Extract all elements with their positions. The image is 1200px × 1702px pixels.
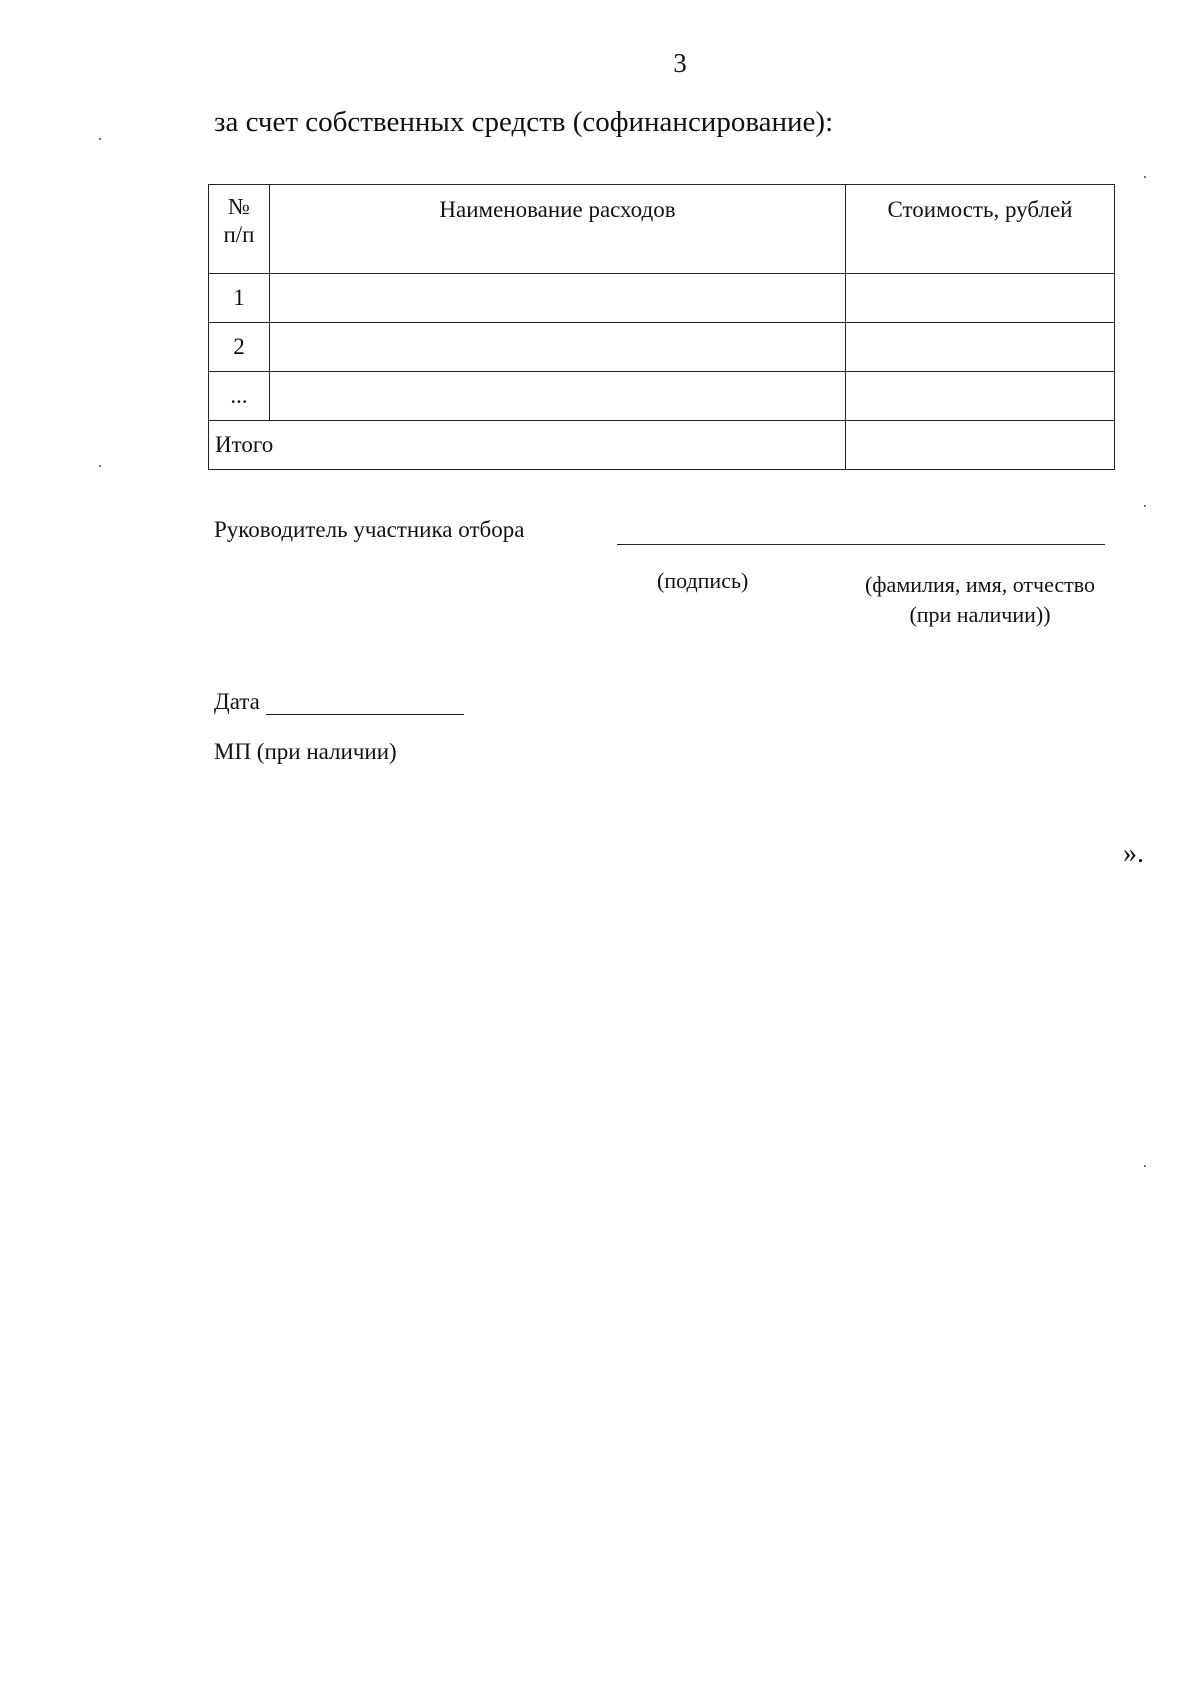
scan-speck <box>1144 1165 1146 1167</box>
header-cost: Стоимость, рублей <box>846 185 1115 274</box>
row-name <box>270 323 846 372</box>
scan-speck <box>99 465 101 467</box>
section-heading: за счет собственных средств (софинансирование): <box>214 106 834 138</box>
table-row <box>209 323 1115 372</box>
signer-label: Руководитель участника отбора <box>214 517 525 542</box>
stamp-label: МП (при наличии) <box>214 739 397 764</box>
closing-quote: ». <box>1123 838 1144 869</box>
row-name <box>270 274 846 323</box>
page-number: 3 <box>673 48 687 78</box>
total-label: Итого <box>209 421 846 470</box>
date-line <box>266 714 464 715</box>
row-num: 1 <box>209 274 270 323</box>
table-total-row <box>209 421 1115 470</box>
row-name <box>270 372 846 421</box>
header-num-line2: п/п <box>223 222 255 247</box>
scan-speck <box>99 138 101 140</box>
row-cost <box>846 323 1115 372</box>
header-num <box>209 185 270 274</box>
fio-caption-line1: (фамилия, имя, отчество <box>864 572 1096 597</box>
signature-line <box>617 544 1105 545</box>
signature-caption: (подпись) <box>657 568 749 593</box>
header-num-line1: № <box>228 194 250 219</box>
total-cost <box>846 421 1115 470</box>
expenses-table <box>208 184 1115 470</box>
row-num: ... <box>209 372 270 421</box>
row-cost <box>846 372 1115 421</box>
table-row <box>209 274 1115 323</box>
scan-speck <box>1144 505 1146 507</box>
row-cost <box>846 274 1115 323</box>
row-num: 2 <box>209 323 270 372</box>
table-header-row <box>209 185 1115 274</box>
date-label: Дата <box>214 689 260 714</box>
fio-caption <box>850 570 1110 630</box>
scan-speck <box>1144 176 1146 178</box>
fio-caption-line2: (при наличии)) <box>909 602 1051 627</box>
header-name: Наименование расходов <box>270 185 846 274</box>
table-row <box>209 372 1115 421</box>
